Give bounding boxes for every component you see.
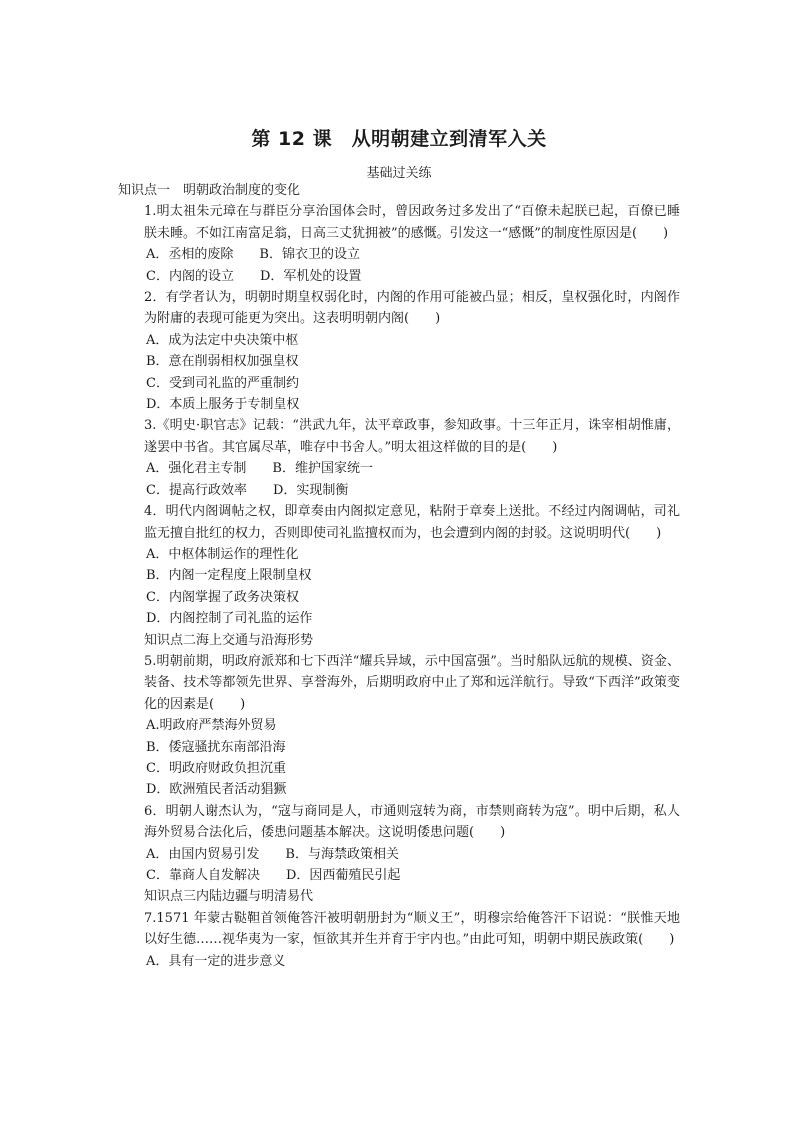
question-2-option: B．意在削弱相权加强皇权 — [146, 354, 299, 370]
page-subtitle: 基础过关练 — [366, 166, 432, 181]
page-title: 第 12 课 从明朝建立到清军入关 — [251, 128, 547, 150]
question-4-option: B．内阁一定程度上限制皇权 — [146, 568, 312, 584]
document-body — [118, 180, 680, 972]
question-1-options-row: C．内阁的设立 D．军机处的设置 — [146, 268, 362, 284]
section-heading: 知识点二海上交通与沿海形势 — [144, 632, 314, 648]
section-heading: 知识点一 明朝政治制度的变化 — [118, 183, 301, 198]
question-7-option: A．具有一定的进步意义 — [146, 953, 286, 969]
question-6-options-row: C．靠商人自发解决 D．因西葡殖民引起 — [146, 868, 401, 883]
question-7-stem: 7.1571 年蒙古鞑靼首领俺答汗被明朝册封为“顺义王”，明穆宗给俺答汗下诏说：“朕惟天地以好生德……视华夷为一家，恒欲其并生并育于宇内也。”由此可知，明朝中期民族政策( ) — [144, 910, 680, 948]
question-2-stem: 2．有学者认为，明朝时期皇权弱化时，内阁的作用可能被凸显；相反，皇权强化时，内阁作为附庸的表现可能更为突出。这表明明朝内阁( ) — [144, 290, 680, 327]
question-1-options-row: A．丞相的废除 B．锦衣卫的设立 — [146, 247, 360, 263]
question-5-option: D．欧洲殖民者活动猖獗 — [146, 782, 287, 798]
section-heading: 知识点三内陆边疆与明清易代 — [144, 889, 314, 905]
question-2-option: A．成为法定中央决策中枢 — [146, 332, 299, 348]
question-5-option: B．倭寇骚扰东南部沿海 — [146, 739, 286, 755]
question-3-stem: 3.《明史·职官志》记载：“洪武九年，汰平章政事，参知政事。十三年正月，诛宰相胡惟庸，遂罢中书省。其官属尽革，唯存中书舍人。”明太祖这样做的目的是( ) — [144, 418, 680, 455]
question-1-stem: 1.明太祖朱元璋在与群臣分享治国体会时，曾因政务过多发出了“百僚未起朕已起，百僚已睡朕未睡。不如江南富足翁，日高三丈犹拥被”的感慨。引发这一“感慨”的制度性原因是( ) — [144, 204, 680, 241]
question-3-options-row: A．强化君主专制 B．维护国家统一 — [146, 461, 373, 477]
question-2-option: D．本质上服务于专制皇权 — [146, 397, 300, 413]
question-2-option: C．受到司礼监的严重制约 — [146, 375, 299, 391]
question-6-stem: 6．明朝人谢杰认为，“寇与商同是人，市通则寇转为商，市禁则商转为寇”。明中后期，私人海外贸易合法化后，倭患问题基本解决。这说明倭患问题( ) — [144, 803, 680, 841]
question-4-option: C．内阁掌握了政务决策权 — [146, 589, 299, 605]
question-4-option: D．内阁控制了司礼监的运作 — [146, 611, 313, 627]
question-5-stem: 5.明朝前期，明政府派郑和七下西洋“耀兵异域，示中国富强”。当时船队远航的规模、资金、装备、技术等都领先世界、享誉海外，后期明政府中止了郑和远洋航行。导致“下西洋”政策变化的因素是( ) — [144, 653, 680, 712]
question-6-options-row: A．由国内贸易引发 B．与海禁政策相关 — [146, 846, 399, 862]
question-4-stem: 4．明代内阁调帖之权，即章奏由内阁拟定意见，粘附于章奏上送批。不经过内阁调帖，司礼监无擅自批红的权力，否则即使司礼监擅权而为，也会遭到内阁的封驳。这说明明代( ) — [144, 504, 680, 541]
question-3-options-row: C．提高行政效率 D．实现制衡 — [146, 482, 349, 498]
question-4-option: A．中枢体制运作的理性化 — [146, 546, 299, 562]
question-5-option: A.明政府严禁海外贸易 — [146, 718, 277, 734]
question-5-option: C．明政府财政负担沉重 — [146, 760, 286, 776]
